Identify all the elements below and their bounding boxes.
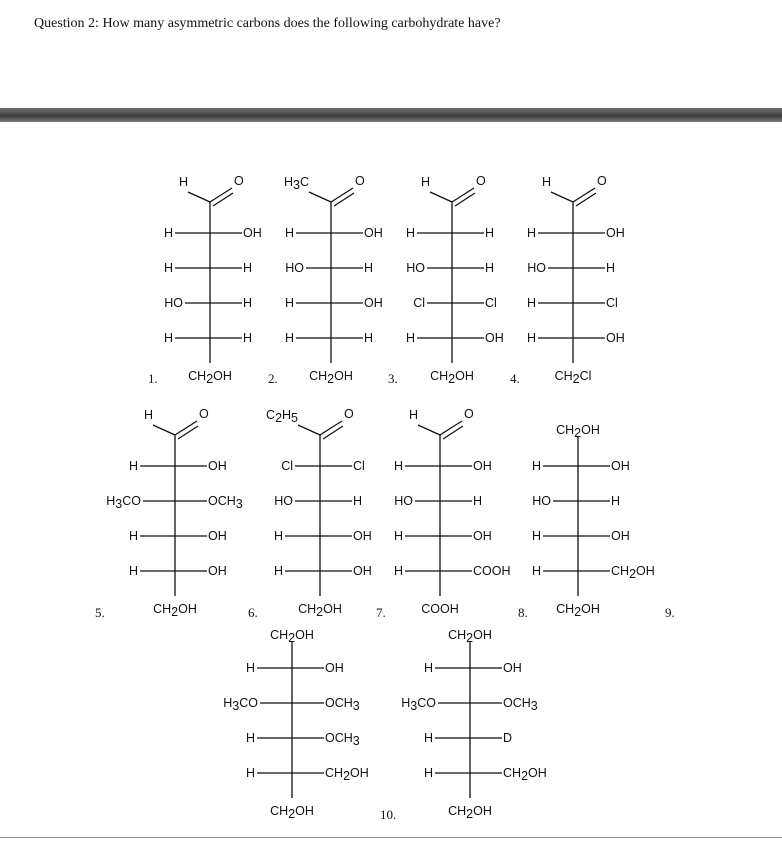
structure-number: 4. xyxy=(510,371,520,386)
right-substituent-third: OH xyxy=(364,296,383,310)
top-bond xyxy=(430,192,452,202)
left-substituent-second: HO xyxy=(532,494,551,508)
left-substituent-first: H xyxy=(423,661,433,675)
left-substituent-second: H3CO xyxy=(401,696,436,713)
right-substituent-third: OCH3 xyxy=(325,731,360,748)
left-substituent-second: HO xyxy=(527,261,546,275)
structure-5 xyxy=(95,407,243,620)
carbonyl-bond-double xyxy=(178,426,198,439)
top-group: CH2OH xyxy=(556,423,600,440)
left-substituent-third: H xyxy=(531,529,541,543)
carbonyl-oxygen: O xyxy=(234,174,244,188)
structure-number: 3. xyxy=(388,371,398,386)
right-substituent-second: H xyxy=(364,261,374,275)
top-bond xyxy=(309,192,331,202)
carbonyl-bond-double xyxy=(213,193,233,206)
left-substituent-first: H xyxy=(128,459,138,473)
bottom-group: CH2OH xyxy=(188,369,232,386)
structure-number: 8. xyxy=(518,605,528,620)
right-substituent-first: Cl xyxy=(353,459,365,473)
left-substituent-second: H3CO xyxy=(106,494,141,511)
right-substituent-third: H xyxy=(243,296,253,310)
left-substituent-third: Cl xyxy=(413,296,425,310)
top-group: H xyxy=(408,408,418,422)
right-substituent-third: D xyxy=(503,731,513,745)
left-substituent-third: H xyxy=(526,296,536,310)
left-substituent-first: H xyxy=(284,226,294,240)
right-substituent-fourth: OH xyxy=(353,564,372,578)
left-substituent-fourth: H xyxy=(531,564,541,578)
top-bond xyxy=(298,425,320,435)
right-substituent-third: OH xyxy=(208,529,227,543)
left-substituent-first: H xyxy=(405,226,415,240)
top-group: H3C xyxy=(283,175,309,192)
left-substituent-second: HO xyxy=(274,494,293,508)
carbonyl-oxygen: O xyxy=(355,174,365,188)
right-substituent-third: Cl xyxy=(606,296,618,310)
right-substituent-third: OH xyxy=(473,529,492,543)
right-substituent-fourth: CH2OH xyxy=(503,766,547,783)
top-group: H xyxy=(178,175,188,189)
right-substituent-second: H xyxy=(353,494,363,508)
structure-number: 6. xyxy=(248,605,258,620)
carbonyl-oxygen: O xyxy=(199,407,209,421)
bottom-rule xyxy=(0,837,782,838)
bottom-group: CH2OH xyxy=(309,369,353,386)
right-substituent-fourth: CH2OH xyxy=(611,564,655,581)
left-substituent-first: H xyxy=(163,226,173,240)
bottom-group: CH2OH xyxy=(430,369,474,386)
left-substituent-second: HO xyxy=(394,494,413,508)
carbonyl-oxygen: O xyxy=(344,407,354,421)
bottom-group: CH2OH xyxy=(153,602,197,619)
top-bond xyxy=(418,425,440,435)
left-substituent-fourth: H xyxy=(284,331,294,345)
left-substituent-second: HO xyxy=(406,261,425,275)
structure-3 xyxy=(388,174,504,386)
left-substituent-third: H xyxy=(128,529,138,543)
top-group: H xyxy=(541,175,551,189)
structure-10 xyxy=(380,628,547,822)
right-substituent-fourth: H xyxy=(364,331,374,345)
carbonyl-bond xyxy=(210,188,232,202)
top-group: CH2OH xyxy=(270,628,314,645)
bottom-group: CH2OH xyxy=(556,602,600,619)
carbonyl-oxygen: O xyxy=(464,407,474,421)
question-text: Question 2: How many asymmetric carbons does the following carbohydrate have? xyxy=(34,16,501,31)
right-substituent-third: Cl xyxy=(485,296,497,310)
structure-number-9: 9. xyxy=(665,605,675,620)
right-substituent-third: OH xyxy=(611,529,630,543)
right-substituent-first: OH xyxy=(503,661,522,675)
left-substituent-fourth: H xyxy=(526,331,536,345)
structure-1 xyxy=(148,174,262,386)
structure-number: 5. xyxy=(95,605,105,620)
right-substituent-second: H xyxy=(243,261,253,275)
bottom-group: CH2Cl xyxy=(554,369,592,386)
right-substituent-second: H xyxy=(473,494,483,508)
structure-9 xyxy=(223,628,369,821)
left-substituent-first: H xyxy=(393,459,403,473)
right-substituent-first: OH xyxy=(208,459,227,473)
left-substituent-third: H xyxy=(423,731,433,745)
left-substituent-third: H xyxy=(284,296,294,310)
structure-8 xyxy=(518,423,655,620)
carbonyl-bond xyxy=(440,421,462,435)
left-substituent-fourth: H xyxy=(273,564,283,578)
carbonyl-oxygen: O xyxy=(476,174,486,188)
carbonyl-bond-double xyxy=(455,193,475,206)
top-group: C2H5 xyxy=(266,408,298,425)
right-substituent-second: OCH3 xyxy=(208,494,243,511)
left-substituent-fourth: H xyxy=(393,564,403,578)
right-substituent-first: OH xyxy=(325,661,344,675)
left-substituent-first: Cl xyxy=(281,459,293,473)
structure-6 xyxy=(248,407,372,620)
carbonyl-bond xyxy=(331,188,353,202)
right-substituent-third: OH xyxy=(353,529,372,543)
carbonyl-bond xyxy=(452,188,474,202)
structure-number: 10. xyxy=(380,807,397,822)
bottom-group: CH2OH xyxy=(448,804,492,821)
left-substituent-fourth: H xyxy=(405,331,415,345)
right-substituent-first: OH xyxy=(364,226,383,240)
right-substituent-first: H xyxy=(485,226,495,240)
right-substituent-second: H xyxy=(611,494,621,508)
left-substituent-third: H xyxy=(393,529,403,543)
structure-4 xyxy=(510,174,625,386)
right-substituent-first: OH xyxy=(243,226,262,240)
carbonyl-bond xyxy=(320,421,342,435)
carbonyl-oxygen: O xyxy=(597,174,607,188)
right-substituent-first: OH xyxy=(473,459,492,473)
left-substituent-second: HO xyxy=(285,261,304,275)
right-substituent-second: OCH3 xyxy=(503,696,538,713)
left-substituent-fourth: H xyxy=(245,766,255,780)
structure-2 xyxy=(268,174,383,386)
right-substituent-second: H xyxy=(485,261,495,275)
bottom-group: CH2OH xyxy=(270,804,314,821)
left-substituent-fourth: H xyxy=(163,331,173,345)
left-substituent-fourth: H xyxy=(423,766,433,780)
carbonyl-bond-double xyxy=(443,426,463,439)
right-substituent-fourth: OH xyxy=(208,564,227,578)
bottom-group: COOH xyxy=(421,602,459,616)
right-substituent-first: OH xyxy=(606,226,625,240)
right-substituent-second: H xyxy=(606,261,616,275)
right-substituent-fourth: OH xyxy=(606,331,625,345)
left-substituent-second: H xyxy=(163,261,173,275)
structure-number: 1. xyxy=(148,371,158,386)
structure-number: 7. xyxy=(376,605,386,620)
left-substituent-second: H3CO xyxy=(223,696,258,713)
bottom-group: CH2OH xyxy=(298,602,342,619)
right-substituent-fourth: COOH xyxy=(473,564,511,578)
structure-number: 2. xyxy=(268,371,278,386)
left-substituent-first: H xyxy=(245,661,255,675)
structure-7 xyxy=(376,407,511,620)
carbonyl-bond xyxy=(573,188,595,202)
top-group: CH2OH xyxy=(448,628,492,645)
left-substituent-third: HO xyxy=(164,296,183,310)
left-substituent-third: H xyxy=(273,529,283,543)
carbonyl-bond-double xyxy=(576,193,596,206)
top-bond xyxy=(551,192,573,202)
carbonyl-bond-double xyxy=(334,193,354,206)
left-substituent-first: H xyxy=(526,226,536,240)
top-group: H xyxy=(420,175,430,189)
left-substituent-fourth: H xyxy=(128,564,138,578)
right-substituent-fourth: CH2OH xyxy=(325,766,369,783)
right-substituent-fourth: OH xyxy=(485,331,504,345)
right-substituent-second: OCH3 xyxy=(325,696,360,713)
top-group: H xyxy=(143,408,153,422)
left-substituent-third: H xyxy=(245,731,255,745)
right-substituent-fourth: H xyxy=(243,331,253,345)
carbonyl-bond-double xyxy=(323,426,343,439)
top-bond xyxy=(153,425,175,435)
left-substituent-first: H xyxy=(531,459,541,473)
carbonyl-bond xyxy=(175,421,197,435)
right-substituent-first: OH xyxy=(611,459,630,473)
top-bond xyxy=(188,192,210,202)
